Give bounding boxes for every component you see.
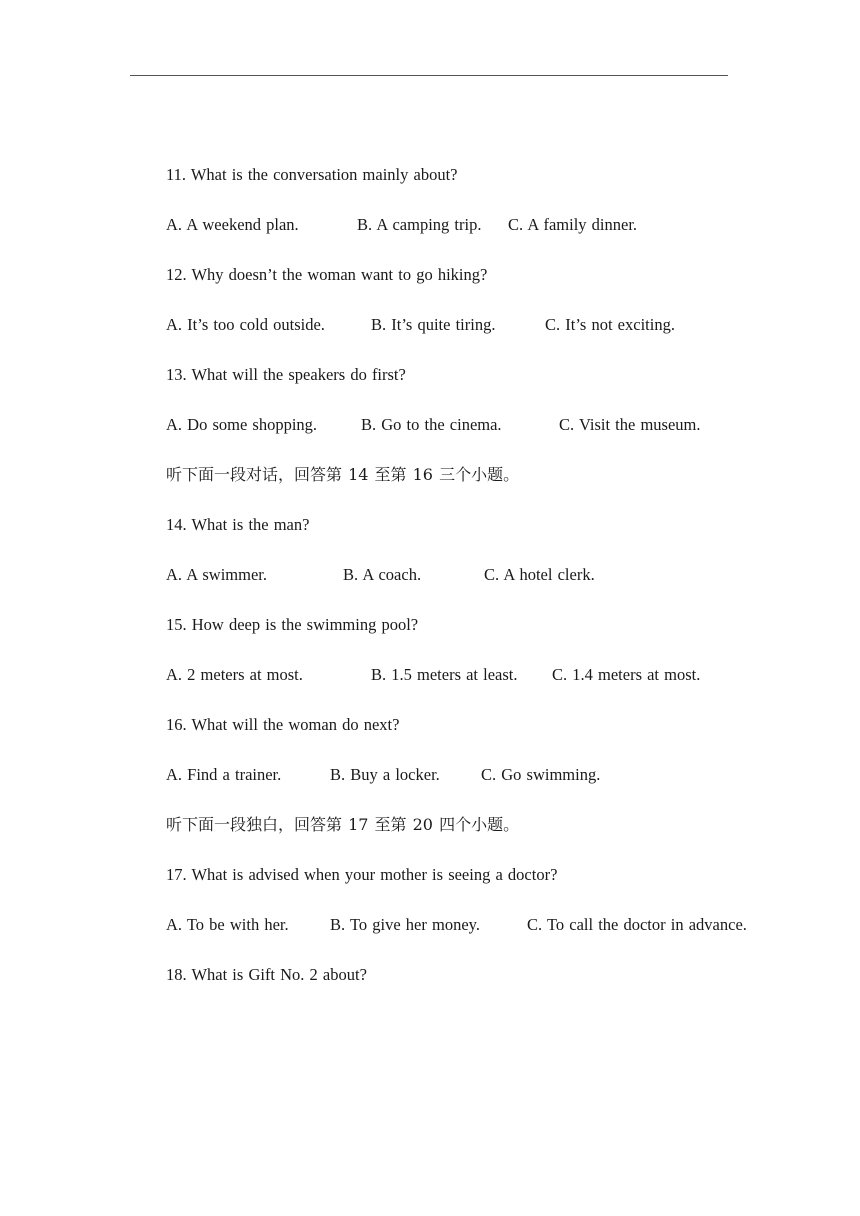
question-12-options xyxy=(166,314,846,364)
question-16-stem: 16. What will the woman do next? xyxy=(166,715,400,734)
question-list xyxy=(166,164,846,1014)
question-17-options xyxy=(166,914,846,964)
option-b: B. Buy a locker. xyxy=(330,765,440,784)
option-a: A. Do some shopping. xyxy=(166,415,318,434)
question-14-stem: 14. What is the man? xyxy=(166,515,310,534)
question-13-options xyxy=(166,414,846,464)
option-b: B. A coach. xyxy=(343,565,422,584)
option-a: A. To be with her. xyxy=(166,915,289,934)
question-11-options xyxy=(166,214,846,264)
option-c: C. A family dinner. xyxy=(508,215,638,234)
option-b: B. 1.5 meters at least. xyxy=(371,665,518,684)
option-b: B. A camping trip. xyxy=(357,215,482,234)
option-b: B. Go to the cinema. xyxy=(361,415,502,434)
question-15-options xyxy=(166,664,846,714)
option-c: C. Visit the museum. xyxy=(559,415,701,434)
question-18-stem: 18. What is Gift No. 2 about? xyxy=(166,965,367,984)
question-12-stem: 12. Why doesn’t the woman want to go hiking? xyxy=(166,265,488,284)
option-a: A. It’s too cold outside. xyxy=(166,315,325,334)
question-14-options xyxy=(166,564,846,614)
question-13-stem: 13. What will the speakers do first? xyxy=(166,365,406,384)
option-c: C. Go swimming. xyxy=(481,765,601,784)
header-rule xyxy=(130,75,728,76)
option-a: A. A weekend plan. xyxy=(166,215,299,234)
option-a: A. Find a trainer. xyxy=(166,765,282,784)
question-17-stem: 17. What is advised when your mother is seeing a doctor? xyxy=(166,865,558,884)
option-b: B. It’s quite tiring. xyxy=(371,315,496,334)
question-15-stem: 15. How deep is the swimming pool? xyxy=(166,615,419,634)
option-a: A. 2 meters at most. xyxy=(166,665,303,684)
option-b: B. To give her money. xyxy=(330,915,480,934)
section-instruction: 听下面一段独白，回答第 17 至第 20 四个小题。 xyxy=(166,815,520,834)
option-a: A. A swimmer. xyxy=(166,565,268,584)
option-c: C. 1.4 meters at most. xyxy=(552,665,701,684)
option-c: C. To call the doctor in advance. xyxy=(527,915,747,934)
option-c: C. It’s not exciting. xyxy=(545,315,675,334)
question-11-stem: 11. What is the conversation mainly about? xyxy=(166,165,458,184)
question-16-options xyxy=(166,764,846,814)
section-instruction: 听下面一段对话，回答第 14 至第 16 三个小题。 xyxy=(166,465,520,484)
option-c: C. A hotel clerk. xyxy=(484,565,595,584)
